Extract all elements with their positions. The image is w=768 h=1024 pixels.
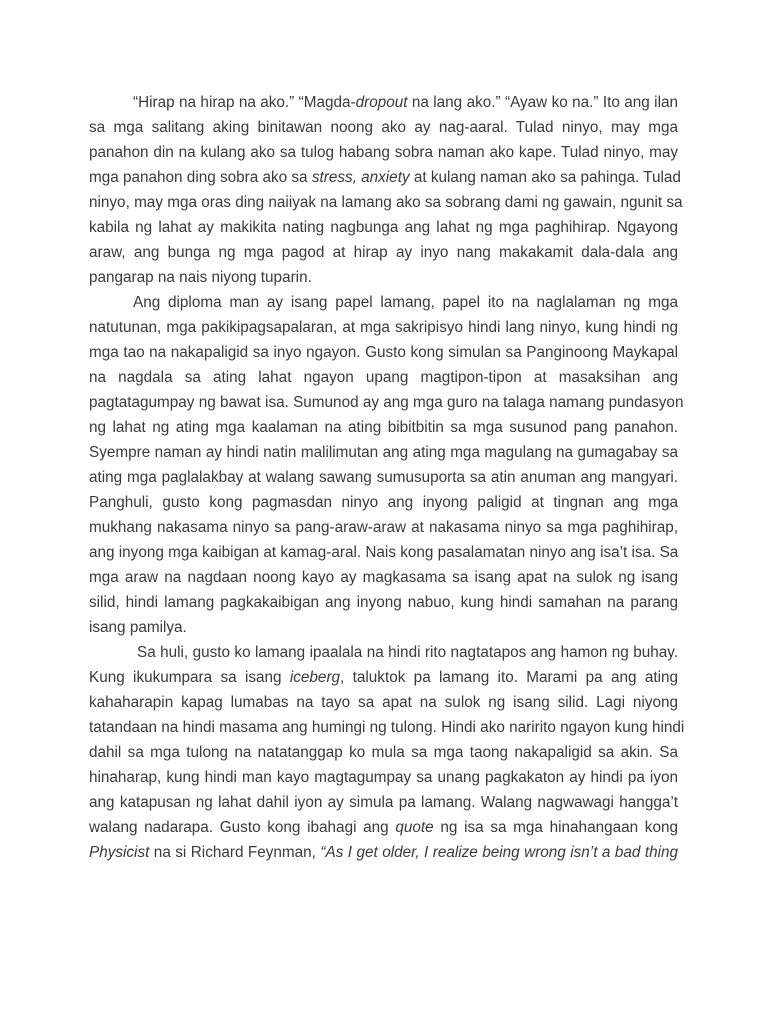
- text-line: [89, 665, 678, 690]
- text-segment: Panghuli, gusto kong pagmasdan ninyo ang inyong paligid at tingnan ang mga: [89, 494, 678, 511]
- text-line: [89, 315, 678, 340]
- text-line: [89, 765, 678, 790]
- text-line: [89, 215, 678, 240]
- text-segment: mga panahon ding sobra ako sa: [89, 169, 312, 186]
- text-segment: tatandaan na hindi masama ang humingi ng tulong. Hindi ako naririto ngayon kung hindi: [89, 719, 685, 736]
- text-line: [89, 815, 678, 840]
- text-segment: walang nadarapa. Gusto kong ibahagi ang: [89, 819, 396, 836]
- text-segment: “Hirap na hirap na ako.” “Magda-: [133, 94, 356, 111]
- text-line: [89, 615, 678, 640]
- text-line: [89, 190, 683, 215]
- text-line: [89, 515, 678, 540]
- text-line: [89, 565, 678, 590]
- text-segment: at kulang naman ako sa pahinga. Tulad: [409, 169, 681, 186]
- text-segment: Kung ikukumpara sa isang: [89, 669, 290, 686]
- text-segment: silid, hindi lamang pagkakaibigan ang inyong nabuo, kung hindi samahan na parang: [89, 594, 678, 611]
- text-segment: mukhang nakasama ninyo sa pang-araw-araw at nakasama ninyo sa mga paghihirap,: [89, 519, 678, 536]
- text-segment: , taluktok pa lamang ito. Marami pa ang ating: [340, 669, 678, 686]
- text-segment: panahon din na kulang ako sa tulog habang sobra naman ako kape. Tulad ninyo, may: [89, 144, 678, 161]
- text-segment: ng lahat ng ating mga kaalaman na ating bibitbitin sa mga susunod pang panahon.: [89, 419, 678, 436]
- text-segment: dahil sa mga tulong na natatanggap ko mula sa mga taong nakapaligid sa akin. Sa: [89, 744, 678, 761]
- text-segment: ang inyong mga kaibigan at kamag-aral. Nais kong pasalamatan ninyo ang isa’t isa. Sa: [89, 544, 679, 561]
- text-line: [89, 540, 678, 565]
- italic-text: quote: [395, 819, 434, 836]
- text-line: [89, 290, 678, 315]
- text-segment: sa mga salitang aking binitawan noong ako ay nag-aaral. Tulad ninyo, may mga: [89, 119, 678, 136]
- text-segment: kabila ng lahat ay makikita nating nagbunga ang lahat ng mga paghihirap. Ngayong: [89, 219, 678, 236]
- text-segment: araw, ang bunga ng mga pagod at hirap ay inyo nang makakamit dala-dala ang: [89, 244, 678, 261]
- text-line: [89, 640, 678, 665]
- text-segment: na lang ako.” “Ayaw ko na.” Ito ang ilan: [407, 94, 678, 111]
- text-line: [89, 465, 678, 490]
- text-segment: pangarap na nais niyong tuparin.: [89, 269, 312, 286]
- text-segment: isang pamilya.: [89, 619, 187, 636]
- text-segment: Sa huli, gusto ko lamang ipaalala na hindi rito nagtatapos ang hamon ng buhay.: [137, 644, 678, 661]
- text-line: [89, 790, 678, 815]
- text-segment: mga araw na nagdaan noong kayo ay magkasama sa isang apat na sulok ng isang: [89, 569, 678, 586]
- text-segment: ninyo, may mga oras ding naiiyak na lamang ako sa sobrang dami ng gawain, ngunit sa: [89, 194, 683, 211]
- text-segment: ng isa sa mga hinahangaan kong: [433, 819, 678, 836]
- text-segment: na si Richard Feynman,: [149, 844, 321, 861]
- text-line: [89, 265, 678, 290]
- text-line: [89, 115, 678, 140]
- text-segment: mga tao na nakapaligid sa inyo ngayon. Gusto kong simulan sa Panginoong Maykapal: [89, 344, 678, 361]
- italic-text: iceberg: [289, 669, 341, 686]
- text-segment: ating mga paglalakbay at walang sawang sumusuporta sa atin anuman ang mangyari.: [89, 469, 678, 486]
- text-line: [89, 240, 678, 265]
- text-segment: kahaharapin kapag lumabas na tayo sa apat na sulok ng isang silid. Lagi niyong: [89, 694, 678, 711]
- text-segment: hinaharap, kung hindi man kayo magtagumpay sa unang pagkakaton ay hindi pa iyon: [89, 769, 678, 786]
- text-line: [89, 415, 678, 440]
- italic-text: Physicist: [89, 844, 150, 861]
- text-line: [89, 690, 678, 715]
- text-line: [89, 340, 678, 365]
- italic-text: stress, anxiety: [311, 169, 410, 186]
- text-line: [89, 390, 684, 415]
- text-line: [89, 365, 678, 390]
- italic-text: “As I get older, I realize being wrong isn’t a bad thing: [320, 844, 678, 861]
- text-line: [89, 90, 678, 115]
- text-line: [89, 715, 685, 740]
- text-segment: Ang diploma man ay isang papel lamang, papel ito na naglalaman ng mga: [133, 294, 678, 311]
- text-line: [89, 140, 678, 165]
- text-line: [89, 740, 678, 765]
- text-segment: na nagdala sa ating lahat ngayon upang magtipon-tipon at masaksihan ang: [89, 369, 678, 386]
- text-line: [89, 590, 678, 615]
- text-segment: Syempre naman ay hindi natin malilimutan ang ating mga magulang na gumagabay sa: [89, 444, 678, 461]
- text-line: [89, 840, 678, 865]
- text-segment: ang katapusan ng lahat dahil iyon ay simula pa lamang. Walang nagwawagi hangga’t: [89, 794, 678, 811]
- italic-text: dropout: [355, 94, 408, 111]
- document-body: [89, 90, 685, 865]
- text-line: [89, 440, 678, 465]
- text-line: [89, 165, 681, 190]
- text-segment: natutunan, mga pakikipagsapalaran, at mga sakripisyo hindi lang ninyo, kung hindi ng: [89, 319, 678, 336]
- text-line: [89, 490, 678, 515]
- text-segment: pagtatagumpay ng bawat isa. Sumunod ay ang mga guro na talaga namang pundasyon: [89, 394, 684, 411]
